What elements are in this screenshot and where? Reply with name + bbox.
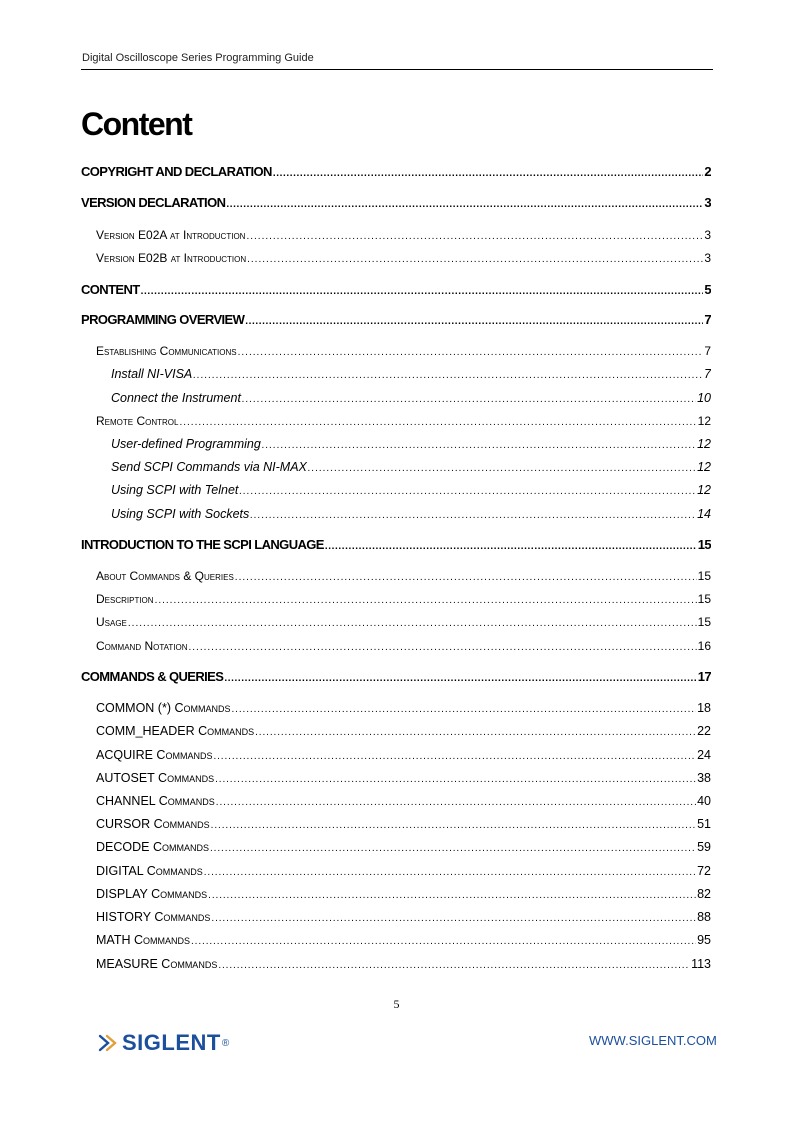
toc-entry-page: 7 bbox=[704, 312, 711, 327]
dot-leader bbox=[188, 640, 696, 654]
toc-entry[interactable] bbox=[96, 909, 711, 925]
toc-entry[interactable] bbox=[111, 436, 711, 452]
toc-entry-page: 7 bbox=[704, 344, 711, 358]
dot-leader bbox=[250, 508, 696, 522]
dot-leader bbox=[239, 484, 696, 498]
toc-entry-page: 88 bbox=[697, 910, 711, 924]
toc-entry[interactable] bbox=[96, 839, 711, 855]
toc-entry[interactable] bbox=[96, 638, 711, 654]
toc-entry[interactable] bbox=[96, 932, 711, 948]
toc-entry-page: 17 bbox=[697, 669, 711, 684]
toc-entry-label: Send SCPI Commands via NI-MAX bbox=[111, 460, 307, 474]
toc-entry-page: 15 bbox=[697, 615, 711, 629]
toc-entry-label: AUTOSET Commands bbox=[96, 771, 215, 785]
toc-entry[interactable] bbox=[111, 506, 711, 522]
toc-entry-label: HISTORY Commands bbox=[96, 910, 211, 924]
logo-text: SIGLENT bbox=[122, 1030, 221, 1055]
toc-entry-label: COMMANDS & QUERIES bbox=[81, 669, 224, 684]
toc-entry-label: CHANNEL Commands bbox=[96, 794, 215, 808]
dot-leader bbox=[325, 539, 697, 553]
dot-leader bbox=[211, 911, 696, 925]
toc-entry-page: 15 bbox=[697, 537, 711, 552]
toc-entry-page: 12 bbox=[697, 414, 711, 428]
dot-leader bbox=[224, 671, 696, 685]
toc-entry[interactable] bbox=[96, 614, 711, 630]
toc-entry[interactable] bbox=[96, 793, 711, 809]
toc-entry-page: 24 bbox=[697, 748, 711, 762]
dot-leader bbox=[179, 415, 696, 429]
toc-entry-page: 12 bbox=[697, 483, 711, 497]
toc-entry-label: ACQUIRE Commands bbox=[96, 748, 213, 762]
siglent-logo bbox=[96, 1030, 229, 1056]
dot-leader bbox=[210, 841, 696, 855]
toc-entry[interactable] bbox=[81, 537, 711, 553]
toc-entry-page: 7 bbox=[704, 367, 711, 381]
dot-leader bbox=[273, 166, 704, 180]
toc-entry-page: 2 bbox=[704, 164, 711, 179]
toc-entry-page: 59 bbox=[697, 840, 711, 854]
toc-entry-page: 10 bbox=[697, 391, 711, 405]
toc-entry[interactable] bbox=[111, 459, 711, 475]
website-link[interactable]: WWW.SIGLENT.COM bbox=[589, 1033, 717, 1048]
toc-entry[interactable] bbox=[81, 669, 711, 685]
toc-entry-label: Using SCPI with Telnet bbox=[111, 483, 239, 497]
header-rule bbox=[81, 69, 713, 70]
toc-entry[interactable] bbox=[81, 195, 711, 211]
toc-entry[interactable] bbox=[96, 886, 711, 902]
dot-leader bbox=[235, 570, 697, 584]
registered-mark: ® bbox=[221, 1037, 230, 1049]
toc-entry-label: COMMON (*) Commands bbox=[96, 701, 231, 715]
toc-entry[interactable] bbox=[81, 164, 711, 180]
toc-entry-label: INTRODUCTION TO THE SCPI LANGUAGE bbox=[81, 537, 324, 552]
toc-entry[interactable] bbox=[96, 227, 711, 243]
toc-entry-page: 15 bbox=[697, 592, 711, 606]
toc-entry[interactable] bbox=[111, 366, 711, 382]
toc-entry-page: 95 bbox=[697, 933, 711, 947]
toc-entry[interactable] bbox=[96, 250, 711, 266]
dot-leader bbox=[208, 888, 696, 902]
toc-entry-label: Version E02A at Introduction bbox=[96, 228, 246, 242]
toc-entry[interactable] bbox=[96, 770, 711, 786]
toc-entry-page: 18 bbox=[697, 701, 711, 715]
dot-leader bbox=[155, 593, 697, 607]
toc-entry[interactable] bbox=[96, 863, 711, 879]
toc-entry-page: 3 bbox=[704, 228, 711, 242]
toc-entry-page: 82 bbox=[697, 887, 711, 901]
toc-entry-label: COPYRIGHT AND DECLARATION bbox=[81, 164, 272, 179]
toc-entry-label: Establishing Communications bbox=[96, 344, 237, 358]
toc-entry[interactable] bbox=[111, 390, 711, 406]
dot-leader bbox=[308, 461, 696, 475]
toc-entry-label: CONTENT bbox=[81, 282, 140, 297]
dot-leader bbox=[204, 865, 696, 879]
toc-entry-page: 40 bbox=[697, 794, 711, 808]
toc-entry-label: CURSOR Commands bbox=[96, 817, 210, 831]
toc-entry-label: Description bbox=[96, 592, 154, 606]
toc-entry-page: 15 bbox=[697, 569, 711, 583]
toc-entry-page: 22 bbox=[697, 724, 711, 738]
toc-entry-page: 5 bbox=[704, 282, 711, 297]
toc-entry-page: 12 bbox=[697, 437, 711, 451]
running-header: Digital Oscilloscope Series Programming Guide bbox=[82, 52, 314, 64]
toc-entry-label: User-defined Programming bbox=[111, 437, 261, 451]
dot-leader bbox=[215, 772, 696, 786]
toc-entry[interactable] bbox=[96, 816, 711, 832]
toc-entry[interactable] bbox=[96, 700, 711, 716]
toc-entry-label: COMM_HEADER Commands bbox=[96, 724, 255, 738]
toc-entry-label: Using SCPI with Sockets bbox=[111, 507, 250, 521]
dot-leader bbox=[141, 284, 704, 298]
toc-entry-label: MATH Commands bbox=[96, 933, 190, 947]
siglent-logo-icon bbox=[96, 1032, 120, 1054]
toc-entry-page: 14 bbox=[697, 507, 711, 521]
toc-entry-label: VERSION DECLARATION bbox=[81, 195, 226, 210]
toc-entry-page: 16 bbox=[697, 639, 711, 653]
toc-entry-page: 3 bbox=[704, 195, 711, 210]
toc-entry[interactable] bbox=[111, 482, 711, 498]
toc-entry-page: 72 bbox=[697, 864, 711, 878]
toc-entry[interactable] bbox=[96, 413, 711, 429]
toc-entry[interactable] bbox=[96, 568, 711, 584]
page-number: 5 bbox=[393, 997, 400, 1011]
toc-entry-page: 51 bbox=[697, 817, 711, 831]
toc-entry-page: 12 bbox=[697, 460, 711, 474]
toc-entry-label: DISPLAY Commands bbox=[96, 887, 208, 901]
toc-entry-label: DIGITAL Commands bbox=[96, 864, 203, 878]
dot-leader bbox=[191, 934, 696, 948]
dot-leader bbox=[242, 392, 696, 406]
dot-leader bbox=[128, 616, 697, 630]
dot-leader bbox=[255, 725, 696, 739]
toc-entry-label: Command Notation bbox=[96, 639, 188, 653]
toc-entry-page: 3 bbox=[704, 251, 711, 265]
toc-entry[interactable] bbox=[96, 591, 711, 607]
dot-leader bbox=[226, 197, 703, 211]
dot-leader bbox=[193, 368, 703, 382]
dot-leader bbox=[218, 958, 690, 972]
toc-entry-label: Install NI-VISA bbox=[111, 367, 193, 381]
dot-leader bbox=[213, 749, 696, 763]
toc-entry-label: PROGRAMMING OVERVIEW bbox=[81, 312, 245, 327]
toc-entry[interactable] bbox=[96, 747, 711, 763]
toc-entry-label: Remote Control bbox=[96, 414, 179, 428]
toc-entry-label: Version E02B at Introduction bbox=[96, 251, 247, 265]
dot-leader bbox=[245, 314, 703, 328]
dot-leader bbox=[247, 252, 703, 266]
toc-entry-label: Connect the Instrument bbox=[111, 391, 241, 405]
toc-entry[interactable] bbox=[96, 343, 711, 359]
toc-entry-label: Usage bbox=[96, 615, 127, 629]
toc-entry-label: MEASURE Commands bbox=[96, 957, 218, 971]
toc-entry-label: DECODE Commands bbox=[96, 840, 209, 854]
dot-leader bbox=[238, 345, 704, 359]
toc-entry-page: 113 bbox=[691, 957, 711, 971]
toc-entry[interactable] bbox=[81, 312, 711, 328]
dot-leader bbox=[211, 818, 696, 832]
dot-leader bbox=[246, 229, 703, 243]
dot-leader bbox=[262, 438, 696, 452]
dot-leader bbox=[232, 702, 697, 716]
toc-entry-label: About Commands & Queries bbox=[96, 569, 234, 583]
toc-entry[interactable] bbox=[96, 956, 711, 972]
toc-entry[interactable] bbox=[81, 282, 711, 298]
toc-entry[interactable] bbox=[96, 723, 711, 739]
dot-leader bbox=[216, 795, 696, 809]
page-title: Content bbox=[81, 106, 192, 142]
toc-entry-page: 38 bbox=[697, 771, 711, 785]
